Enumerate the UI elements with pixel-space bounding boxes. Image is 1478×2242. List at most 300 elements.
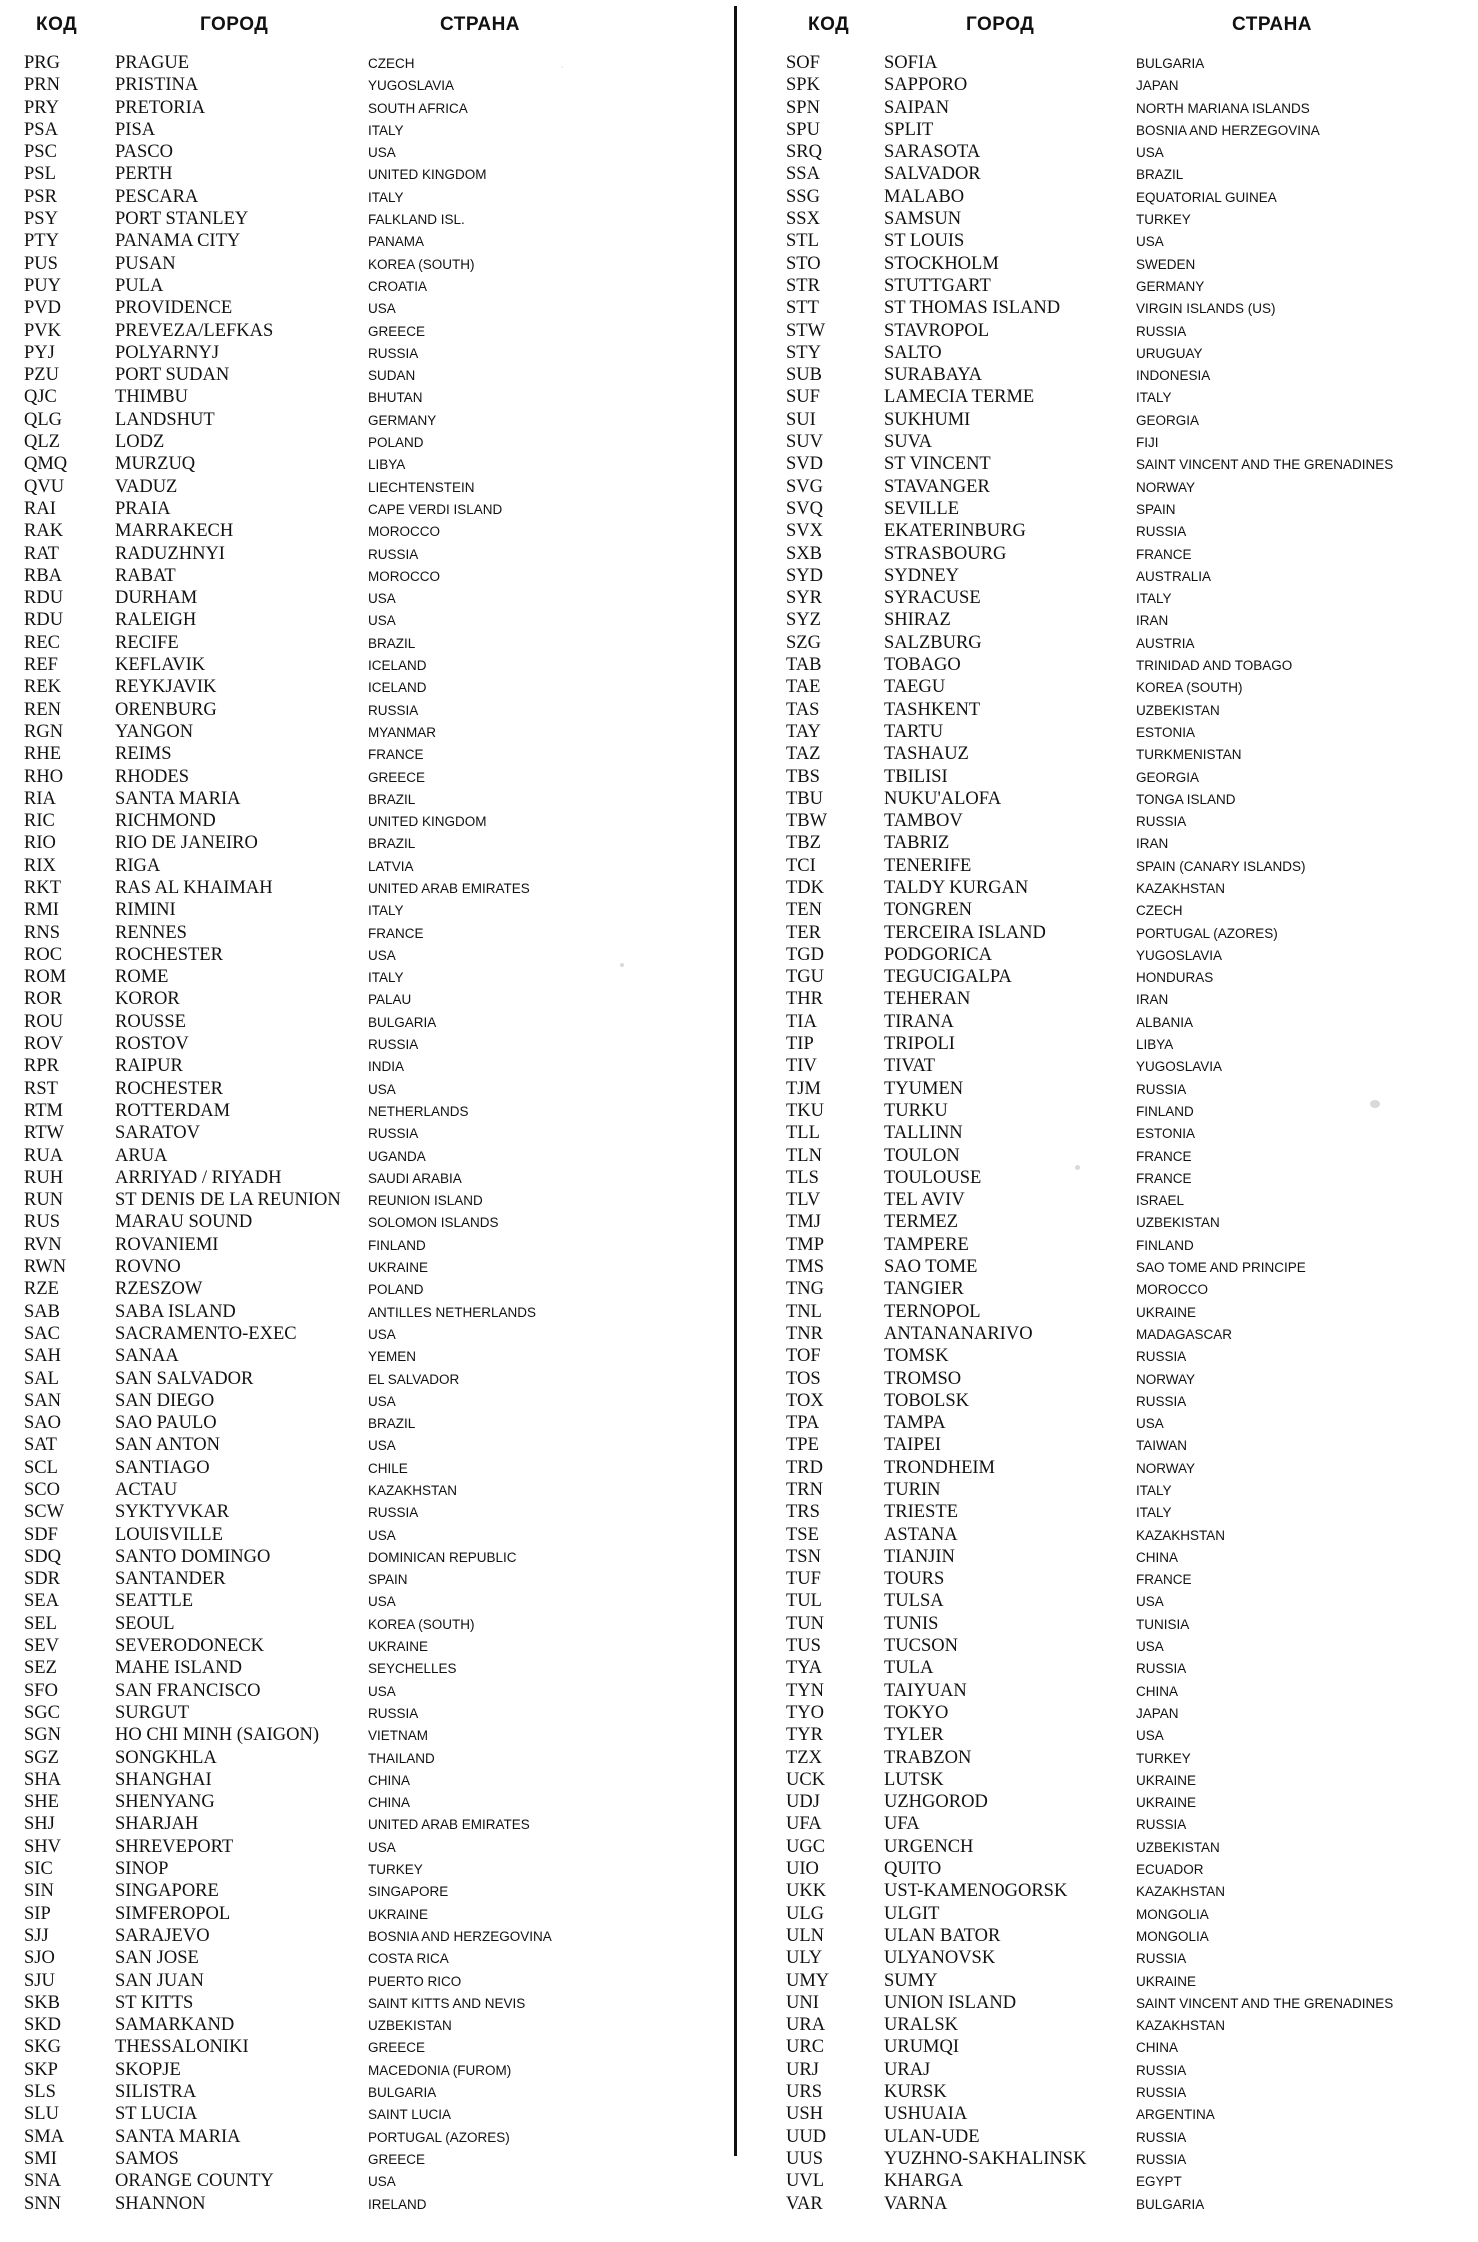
city-name: STRASBOURG <box>884 543 1007 564</box>
table-row <box>10 1635 730 1657</box>
country-name: FINLAND <box>368 1237 426 1253</box>
country-name: FALKLAND ISL. <box>368 212 465 228</box>
country-name: SOUTH AFRICA <box>368 100 468 116</box>
city-name: TURKU <box>884 1100 948 1121</box>
country-name: USA <box>368 1839 396 1855</box>
city-name: SAN JOSE <box>115 1948 199 1969</box>
airport-code: URJ <box>786 2059 819 2080</box>
table-row <box>770 699 1470 721</box>
table-row <box>10 1011 730 1033</box>
city-name: SANTO DOMINGO <box>115 1546 271 1567</box>
table-row <box>10 543 730 565</box>
airport-code: SKP <box>24 2059 58 2080</box>
city-name: URAJ <box>884 2059 931 2080</box>
city-name: ROVNO <box>115 1257 181 1278</box>
table-row <box>770 2148 1470 2170</box>
airport-code: ULG <box>786 1903 825 1924</box>
airport-code: TIP <box>786 1034 814 1055</box>
country-name: UKRAINE <box>368 1906 429 1922</box>
table-row <box>770 1590 1470 1612</box>
city-name: PERTH <box>115 164 173 185</box>
table-row <box>770 1189 1470 1211</box>
table-row <box>770 163 1470 185</box>
table-row <box>770 1412 1470 1434</box>
city-name: TBILISI <box>884 766 948 787</box>
country-name: ISRAEL <box>1136 1193 1185 1209</box>
city-name: SURGUT <box>115 1702 190 1723</box>
city-name: SURABAYA <box>884 365 983 386</box>
airport-code: RTW <box>24 1123 64 1144</box>
city-name: TOKYO <box>884 1702 949 1723</box>
airport-code: TGU <box>786 967 825 988</box>
city-name: SUMY <box>884 1970 938 1991</box>
airport-code: TYR <box>786 1725 823 1746</box>
country-name: EGYPT <box>1136 2174 1182 2190</box>
airport-code: TAE <box>786 677 821 698</box>
table-row <box>10 1546 730 1568</box>
country-name: USA <box>368 301 396 317</box>
airport-code: TOX <box>786 1390 824 1411</box>
country-name: SAINT VINCENT AND THE GRENADINES <box>1136 1995 1394 2011</box>
table-row <box>10 1033 730 1055</box>
country-name: MONGOLIA <box>1136 1906 1209 1922</box>
country-name: USA <box>368 1438 396 1454</box>
table-row <box>10 899 730 921</box>
city-name: PANAMA CITY <box>115 231 241 252</box>
city-name: THESSALONIKI <box>115 2037 249 2058</box>
table-row <box>770 1234 1470 1256</box>
country-name: SAO TOME AND PRINCIPE <box>1136 1260 1306 1276</box>
city-name: RADUZHNYI <box>115 543 225 564</box>
city-name: TIANJIN <box>884 1546 955 1567</box>
country-name: UGANDA <box>368 1148 426 1164</box>
city-name: PASCO <box>115 142 173 163</box>
country-name: USA <box>368 1527 396 1543</box>
country-name: FINLAND <box>1136 1237 1194 1253</box>
city-name: ULAN BATOR <box>884 1925 1001 1946</box>
airport-code: TMJ <box>786 1212 821 1233</box>
city-name: RHODES <box>115 766 190 787</box>
country-name: RUSSIA <box>1136 2129 1187 2145</box>
city-name: TEL AVIV <box>884 1190 965 1211</box>
country-name: TAIWAN <box>1136 1438 1187 1454</box>
table-row <box>10 1836 730 1858</box>
city-name: ROCHESTER <box>115 944 223 965</box>
city-name: PORT SUDAN <box>115 365 230 386</box>
table-row <box>10 1925 730 1947</box>
country-name: CAPE VERDI ISLAND <box>368 501 503 517</box>
country-name: ICELAND <box>368 658 427 674</box>
airport-code: ROU <box>24 1011 64 1032</box>
table-row <box>10 320 730 342</box>
airport-code: TPA <box>786 1413 820 1434</box>
table-row <box>10 1613 730 1635</box>
country-name: CHINA <box>1136 1549 1179 1565</box>
city-name: PRAGUE <box>115 53 190 73</box>
table-row <box>10 1992 730 2014</box>
header-country: СТРАНА <box>1232 14 1313 35</box>
right-column <box>770 0 1470 2242</box>
city-name: STAVROPOL <box>884 320 990 341</box>
table-row <box>10 1813 730 1835</box>
country-name: ITALY <box>1136 1483 1172 1498</box>
table-row <box>10 1345 730 1367</box>
country-name: UKRAINE <box>1136 1795 1197 1811</box>
table-row <box>770 1546 1470 1568</box>
table-row <box>10 520 730 542</box>
country-name: MOROCCO <box>1136 1282 1208 1298</box>
country-name: USA <box>368 1393 396 1409</box>
airport-code: SAL <box>24 1368 59 1389</box>
table-row <box>10 186 730 208</box>
city-name: RECIFE <box>115 632 179 653</box>
country-name: IRELAND <box>368 2196 427 2212</box>
table-row <box>770 2014 1470 2036</box>
country-name: UNITED ARAB EMIRATES <box>368 1817 530 1833</box>
airport-code: TOF <box>786 1346 821 1367</box>
table-row <box>770 1501 1470 1523</box>
country-name: JAPAN <box>1136 1705 1179 1721</box>
table-row <box>10 609 730 631</box>
country-name: USA <box>368 2174 396 2190</box>
country-name: USA <box>368 1594 396 1610</box>
country-name: BULGARIA <box>368 2085 437 2101</box>
city-name: REIMS <box>115 744 172 765</box>
city-name: ACTAU <box>115 1480 178 1500</box>
country-name: ESTONIA <box>1136 1126 1196 1142</box>
city-name: ORENBURG <box>115 699 217 720</box>
city-name: SARASOTA <box>884 142 981 163</box>
table-row <box>770 1145 1470 1167</box>
city-name: SABA ISLAND <box>115 1301 236 1322</box>
airport-code: RHE <box>24 744 61 765</box>
table-row <box>10 431 730 453</box>
country-name: LIECHTENSTEIN <box>368 479 475 495</box>
country-name: KAZAKHSTAN <box>1136 880 1226 896</box>
city-name: PISA <box>115 119 156 140</box>
city-name: TAEGU <box>884 677 946 698</box>
airport-code: SKG <box>24 2037 62 2058</box>
table-row <box>10 721 730 743</box>
table-row <box>770 1434 1470 1456</box>
airport-code: ROM <box>24 967 67 988</box>
country-name: UNITED ARAB EMIRATES <box>368 880 530 896</box>
airport-code: USH <box>786 2104 824 2125</box>
country-name: UZBEKISTAN <box>1136 1839 1220 1855</box>
city-name: SPLIT <box>884 119 934 140</box>
airport-code: PVK <box>24 320 62 341</box>
airport-code: TZX <box>786 1747 822 1768</box>
table-row <box>770 922 1470 944</box>
country-name: RUSSIA <box>368 1037 419 1053</box>
airport-code: TEN <box>786 900 822 921</box>
airport-code: PUS <box>24 253 58 274</box>
city-name: LOUISVILLE <box>115 1524 223 1545</box>
airport-code: UDJ <box>786 1792 820 1813</box>
country-name: GREECE <box>368 2040 426 2056</box>
city-name: RAIPUR <box>115 1056 183 1077</box>
city-name: TOULOUSE <box>884 1167 982 1188</box>
table-row <box>770 520 1470 542</box>
city-name: TUCSON <box>884 1636 959 1657</box>
city-name: SONGKHLA <box>115 1747 217 1768</box>
table-row <box>770 431 1470 453</box>
airport-code: UMY <box>786 1970 830 1991</box>
country-name: ARGENTINA <box>1136 2107 1215 2123</box>
city-name: VARNA <box>884 2193 948 2214</box>
table-row <box>10 1568 730 1590</box>
country-name: THAILAND <box>368 1750 435 1766</box>
airport-code: RAK <box>24 521 64 542</box>
country-name: RUSSIA <box>368 1126 419 1142</box>
table-row <box>10 1256 730 1278</box>
country-name: TONGA ISLAND <box>1136 791 1236 807</box>
city-name: SANTANDER <box>115 1569 226 1590</box>
city-name: TAMPA <box>884 1413 946 1434</box>
city-name: SALVADOR <box>884 164 981 185</box>
airport-code: SXB <box>786 543 822 564</box>
airport-code: RHO <box>24 766 64 787</box>
table-row <box>770 632 1470 654</box>
country-name: SINGAPORE <box>368 1884 449 1900</box>
country-name: RUSSIA <box>1136 2085 1187 2101</box>
table-row <box>10 208 730 230</box>
country-name: TURKEY <box>368 1862 423 1878</box>
table-row <box>10 699 730 721</box>
airport-code: TRN <box>786 1480 823 1500</box>
city-name: TAIPEI <box>884 1435 942 1456</box>
airport-code: PZU <box>24 365 59 386</box>
table-row <box>770 1323 1470 1345</box>
country-name: UNITED KINGDOM <box>368 814 487 830</box>
airport-code: SHJ <box>24 1814 55 1835</box>
airport-code: QLZ <box>24 432 60 453</box>
city-name: DURHAM <box>115 588 198 609</box>
table-row <box>10 1858 730 1880</box>
airport-code: STR <box>786 275 820 296</box>
country-name: SUDAN <box>368 368 416 384</box>
city-name: KURSK <box>884 2082 947 2103</box>
city-name: PODGORICA <box>884 944 992 965</box>
table-row <box>770 52 1470 74</box>
header-city: ГОРОД <box>966 14 1035 35</box>
country-name: TRINIDAD AND TOBAGO <box>1136 658 1293 674</box>
table-row <box>770 1813 1470 1835</box>
city-name: RZESZOW <box>115 1279 203 1300</box>
airport-code: SUB <box>786 365 822 386</box>
country-name: USA <box>1136 1416 1164 1432</box>
city-name: REYKJAVIK <box>115 677 217 698</box>
airport-code: RWN <box>24 1257 67 1278</box>
city-name: SHARJAH <box>115 1814 199 1835</box>
city-name: PULA <box>115 275 164 296</box>
airport-code: SMI <box>24 2148 57 2169</box>
city-name: TALLINN <box>884 1123 963 1144</box>
city-name: MAHE ISLAND <box>115 1658 242 1679</box>
airport-code: TBW <box>786 811 828 832</box>
airport-code: TNL <box>786 1301 822 1322</box>
table-row <box>770 810 1470 832</box>
city-name: SIMFEROPOL <box>115 1903 231 1924</box>
airport-code: THR <box>786 989 823 1010</box>
table-row <box>770 899 1470 921</box>
country-name: AUSTRIA <box>1136 635 1195 651</box>
city-name: RICHMOND <box>115 811 216 832</box>
country-name: KAZAKHSTAN <box>368 1483 458 1498</box>
airport-code: SNN <box>24 2193 62 2214</box>
header-code: КОД <box>808 14 850 35</box>
city-name: VADUZ <box>115 476 178 497</box>
column-divider <box>734 6 737 2156</box>
airport-code: SUI <box>786 409 816 430</box>
country-name: FRANCE <box>1136 1572 1192 1588</box>
city-name: ROTTERDAM <box>115 1100 231 1121</box>
city-name: TAMPERE <box>884 1234 969 1255</box>
table-row <box>10 342 730 364</box>
city-name: SINGAPORE <box>115 1881 219 1902</box>
country-name: FRANCE <box>1136 546 1192 562</box>
country-name: SAINT VINCENT AND THE GRENADINES <box>1136 457 1394 473</box>
table-row <box>770 1479 1470 1501</box>
airport-code: RDU <box>24 610 64 631</box>
city-name: SACRAMENTO-EXEC <box>115 1323 297 1344</box>
city-name: TIVAT <box>884 1056 936 1077</box>
city-name: TALDY KURGAN <box>884 877 1029 898</box>
city-name: ST VINCENT <box>884 454 991 475</box>
table-row <box>10 1368 730 1390</box>
country-name: USA <box>368 145 396 161</box>
country-name: GERMANY <box>1136 278 1205 294</box>
table-row <box>770 1769 1470 1791</box>
airport-code: PYJ <box>24 342 55 363</box>
country-name: IRAN <box>1136 613 1169 629</box>
city-name: ST LUCIA <box>115 2104 198 2125</box>
airport-code: REC <box>24 632 60 653</box>
airport-code: TBS <box>786 766 820 787</box>
airport-code: UUD <box>786 2126 827 2147</box>
city-name: SKOPJE <box>115 2059 181 2080</box>
airport-code: SAC <box>24 1323 60 1344</box>
airport-code: PSA <box>24 119 58 140</box>
table-row <box>10 2103 730 2125</box>
city-name: SHENYANG <box>115 1792 215 1813</box>
city-name: TENERIFE <box>884 855 972 876</box>
airport-code: TIV <box>786 1056 817 1077</box>
airport-code: SUV <box>786 432 824 453</box>
city-name: SUVA <box>884 432 932 453</box>
city-name: TRIPOLI <box>884 1034 955 1055</box>
city-name: ASTANA <box>884 1524 958 1545</box>
airport-code: SSA <box>786 164 820 185</box>
country-name: VIRGIN ISLANDS (US) <box>1136 301 1276 317</box>
table-row <box>770 1791 1470 1813</box>
city-name: SAN DIEGO <box>115 1390 215 1411</box>
table-row <box>10 1880 730 1902</box>
city-name: TYUMEN <box>884 1078 964 1099</box>
table-row <box>10 766 730 788</box>
city-name: SALZBURG <box>884 632 982 653</box>
airport-code: TPE <box>786 1435 819 1456</box>
city-name: TASHAUZ <box>884 744 969 765</box>
country-name: SOLOMON ISLANDS <box>368 1215 499 1231</box>
table-row <box>770 1301 1470 1323</box>
airport-code: TJM <box>786 1078 821 1099</box>
airport-code: SAN <box>24 1390 62 1411</box>
country-name: TURKMENISTAN <box>1136 747 1242 763</box>
airport-code: UNI <box>786 1992 819 2013</box>
airport-code: RIA <box>24 788 56 809</box>
country-name: USA <box>368 591 396 607</box>
table-row <box>770 498 1470 520</box>
table-row <box>770 1011 1470 1033</box>
city-name: PORT STANLEY <box>115 209 249 230</box>
country-name: HONDURAS <box>1136 970 1214 986</box>
country-name: SAINT LUCIA <box>368 2107 452 2123</box>
airport-code: RIO <box>24 833 56 854</box>
table-row <box>770 476 1470 498</box>
city-name: SANTA MARIA <box>115 2126 241 2147</box>
city-name: RAS AL KHAIMAH <box>115 877 273 898</box>
country-name: YUGOSLAVIA <box>368 78 455 94</box>
country-name: ITALY <box>368 122 404 138</box>
left-table <box>10 52 730 2215</box>
country-name: URUGUAY <box>1136 345 1203 361</box>
airport-code: SLU <box>24 2104 59 2125</box>
city-name: URGENCH <box>884 1836 974 1857</box>
airport-code: REF <box>24 655 58 676</box>
country-name: ALBANIA <box>1136 1014 1194 1030</box>
country-name: BHUTAN <box>368 390 423 406</box>
city-name: SARAJEVO <box>115 1925 210 1946</box>
city-name: TASHKENT <box>884 699 981 720</box>
airport-code: TNG <box>786 1279 825 1300</box>
country-name: USA <box>1136 1728 1164 1744</box>
table-row <box>770 119 1470 141</box>
table-row <box>10 988 730 1010</box>
city-name: TOURS <box>884 1569 945 1590</box>
city-name: UST-KAMENOGORSK <box>884 1881 1068 1902</box>
country-name: FINLAND <box>1136 1103 1194 1119</box>
country-name: SAINT KITTS AND NEVIS <box>368 1995 526 2011</box>
city-name: KOROR <box>115 989 180 1010</box>
country-name: RUSSIA <box>1136 1081 1187 1097</box>
airport-code: URS <box>786 2082 822 2103</box>
airport-code: TGD <box>786 944 825 965</box>
country-name: USA <box>368 1326 396 1342</box>
table-row <box>10 97 730 119</box>
table-row <box>10 788 730 810</box>
airport-code: SIN <box>24 1881 54 1902</box>
city-name: PESCARA <box>115 186 199 207</box>
table-row <box>10 1769 730 1791</box>
city-name: TUNIS <box>884 1613 939 1634</box>
table-row <box>770 543 1470 565</box>
airport-code: SAH <box>24 1346 62 1367</box>
airport-code: SEV <box>24 1636 59 1657</box>
airport-code: UIO <box>786 1859 819 1880</box>
country-name: MOROCCO <box>368 524 440 540</box>
table-row <box>770 230 1470 252</box>
city-name: SAN JUAN <box>115 1970 204 1991</box>
country-name: BRAZIL <box>368 1416 416 1432</box>
table-row <box>10 2081 730 2103</box>
city-name: TONGREN <box>884 900 973 921</box>
city-name: UFA <box>884 1814 920 1835</box>
airport-code: SVQ <box>786 498 824 519</box>
country-name: ITALY <box>1136 390 1172 406</box>
airport-code: TDK <box>786 877 825 898</box>
country-name: SEYCHELLES <box>368 1661 457 1677</box>
